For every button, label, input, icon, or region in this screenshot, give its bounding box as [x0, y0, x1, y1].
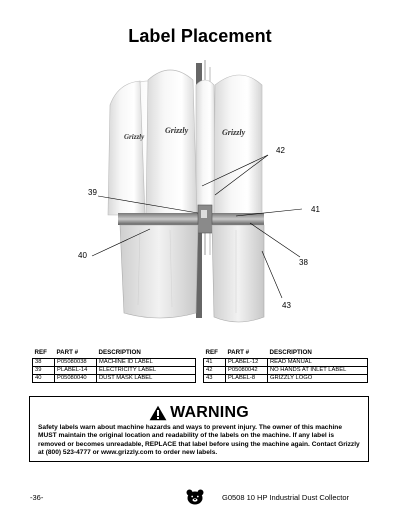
table-row: 41 PLABEL-12 READ MANUAL — [204, 359, 368, 367]
warning-triangle-icon — [149, 405, 167, 421]
collection-bag-right — [212, 225, 264, 322]
grizzly-logo-label-2: Grizzly — [165, 126, 189, 135]
grizzly-logo-label-1: Grizzly — [124, 133, 145, 141]
col-description: DESCRIPTION — [268, 348, 368, 359]
model-name: G0508 10 HP Industrial Dust Collector — [222, 493, 350, 502]
filter-bag-left — [108, 81, 145, 215]
col-description: DESCRIPTION — [97, 348, 196, 359]
grizzly-bear-logo-icon — [186, 489, 204, 505]
parts-table-left — [32, 348, 196, 383]
warning-header — [30, 403, 368, 423]
warning-box — [29, 396, 369, 462]
col-ref: REF — [204, 348, 226, 359]
dust-collector-drawing — [0, 55, 400, 345]
col-part: PART # — [55, 348, 97, 359]
callout-43: 43 — [282, 301, 291, 310]
callout-42: 42 — [276, 146, 285, 155]
warning-text: Safety labels warn about machine hazards and ways to prevent injury. The owner of this machine MUST maintain the original location and readability of the labels on the machine. If any label is removed or becomes unreadable, REPLACE that label before using the machine again. Contact Grizzly at (800) 523-4777 or www.grizzly.com to order new labels. — [38, 424, 360, 457]
grizzly-logo-label-3: Grizzly — [222, 128, 246, 137]
table-row: 42 P05080042 NO HANDS AT INLET LABEL — [204, 367, 368, 375]
table-row: 39 PLABEL-14 ELECTRICITY LABEL — [33, 367, 196, 375]
collector-ring-right — [212, 213, 264, 225]
filter-bag-center — [146, 70, 197, 215]
col-ref: REF — [33, 348, 55, 359]
page-title: Label Placement — [128, 26, 272, 46]
parts-table-right — [203, 348, 368, 383]
motor-switch-box — [198, 205, 212, 233]
table-row: 40 P05080040 DUST MASK LABEL — [33, 375, 196, 383]
collection-bag-left — [120, 225, 198, 318]
filter-bag-back-right — [196, 80, 216, 215]
collector-ring-left — [118, 213, 198, 225]
dust-collector-illustration — [0, 55, 400, 345]
warning-title: WARNING — [170, 404, 249, 421]
callout-38: 38 — [299, 258, 308, 267]
filter-bag-right — [214, 75, 262, 215]
callout-41: 41 — [311, 205, 320, 214]
page-number: -36- — [30, 493, 44, 502]
col-part: PART # — [226, 348, 268, 359]
callout-40: 40 — [78, 251, 87, 260]
table-row: 38 P05080038 MACHINE ID LABEL — [33, 359, 196, 367]
table-row: 43 PLABEL-8 GRIZZLY LOGO — [204, 375, 368, 383]
callout-39: 39 — [88, 188, 97, 197]
